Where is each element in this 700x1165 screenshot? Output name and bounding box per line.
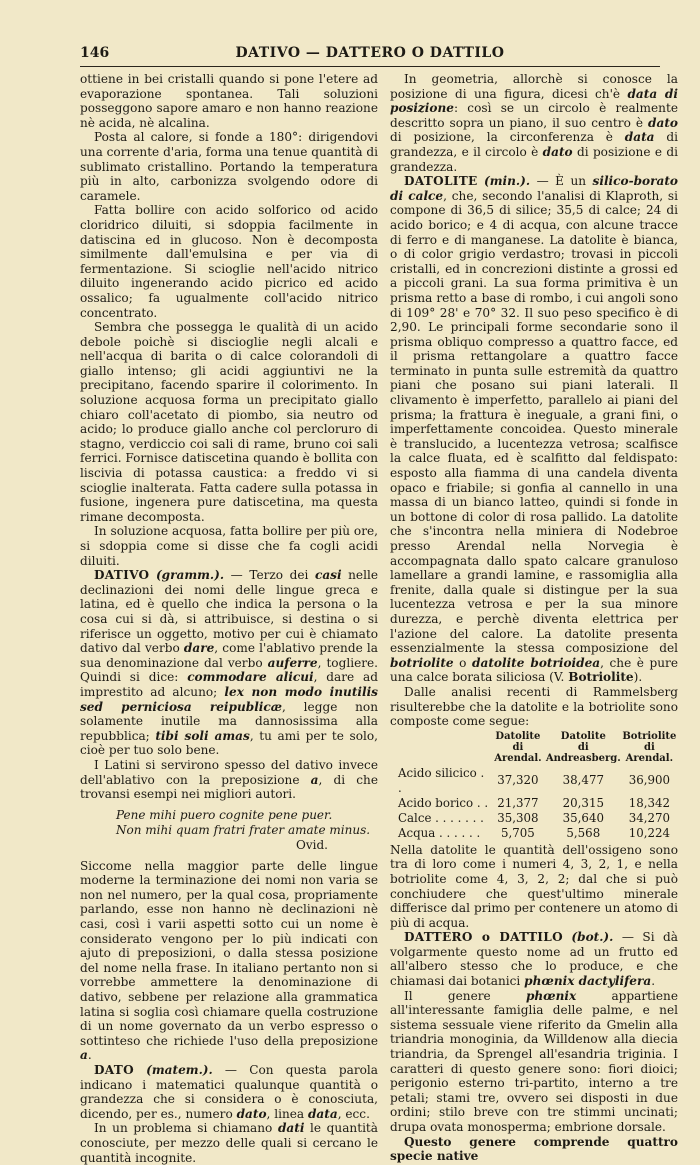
column-header-name: Datolite [495, 730, 541, 742]
emphasis: casi [314, 568, 342, 583]
table-row [398, 796, 678, 811]
paragraph [80, 859, 378, 1063]
paragraph: In soluzione acquosa, fatta bollire per più ore, si sdoppia come si disse che fa cogli acidi diluiti. [80, 524, 378, 568]
text-span: — Con questa parola indicano i matematici qualunque quantità o grandezza che si considera o è conosciuta, dicendo, per es., numero [80, 1063, 378, 1121]
paragraph: Questo genere comprende quattro specie native [390, 1134, 678, 1164]
entry-datolite [390, 174, 678, 685]
latin-quotation [80, 808, 378, 853]
text-span: , ecc. [337, 1106, 370, 1121]
paragraph: Nella datolite le quantità dell'ossigeno sono tra di loro come i numeri 4, 3, 2, 1, e nella botriolite come 4, 3, 2, 2; dal che si può conchiudere che quest'ultimo minerale differisce dal primo per contenere un atomo di più di acqua. [390, 842, 678, 930]
text-span: , togliere. Quindi si dice: [80, 655, 379, 685]
text-span: di grandezza, e il circolo è [390, 130, 678, 159]
text-span: , come l'ablativo prende la sua denominazione dal verbo [80, 641, 378, 670]
table-cell: 10,224 [628, 825, 671, 840]
column-header-name: Botriolite [622, 730, 677, 742]
text-span: , di che trovansi esempi nei migliori autori. [80, 772, 378, 802]
paragraph: Dalle analisi recenti di Rammelsberg risulterebbe che la datolite e la botriolite sono composte come segue: [390, 684, 678, 729]
cross-reference: Botriolite [568, 670, 634, 685]
table-header-row [398, 731, 678, 766]
paragraph [390, 72, 678, 174]
text-span: In geometria, allorchè si conosce la posizione di una figura, dicesi ch'è [390, 72, 678, 101]
emphasis: data di posizione [390, 86, 678, 116]
text-span: I Latini si servirono spesso del dativo invece dell'ablativo con la preposizione [80, 757, 378, 787]
emphasis: botriolite [390, 655, 454, 670]
emphasis: a [310, 772, 319, 787]
paragraph: Fatta bollire con acido solforico od acido cloridrico diluiti, si sdoppia facilmente in datiscina ed in glucoso. Non è decomposta similmente dall'emulsina e per via di fermentazione. Si scioglie nell'acido nitrico diluito ingenerando acido picrico ed acido ossalico; fa ugualmente coll'acido nitrico concentrato. [80, 203, 378, 320]
analysis-table [398, 731, 678, 841]
text-span: : così se un circolo è realmente descritto sopra un piano, il suo centro è [390, 101, 678, 130]
table-cell: 35,308 [497, 810, 539, 825]
table-cell: 5,568 [566, 825, 601, 840]
paragraph [80, 1121, 378, 1165]
entry-dato [80, 1063, 378, 1121]
row-label: Acqua . . . . . . [398, 825, 481, 840]
table-cell: 21,377 [497, 795, 539, 810]
paragraph: Sembra che possegga le qualità di un acido debole poichè si discioglie negli alcali e nell'acqua di barita o di calce colorandoli di giallo intenso; gli acidi aggiuntivi ne la precipitano, facendo sparire il colorimento. In soluzione acquosa forma un precipitato giallo chiaro coll'acetato di piombo, sia neutro od acido; lo produce giallo anche col percloruro di stagno, verdiccio coi sali di rame, bruno coi sali ferrici. Fornisce datiscetina quando è bollita con liscivia di potassa caustica: a freddo vi si scioglie inalterata. Fatta cadere sulla potassa in fusione, ingenera pure datiscetina, ma questa rimane decomposta. [80, 320, 378, 524]
quote-line: Non mihi quam fratri frater amate minus. [116, 822, 371, 837]
table-cell: 35,640 [562, 810, 604, 825]
emphasis: dato [542, 144, 573, 159]
entry-dattero [390, 930, 678, 988]
left-column [80, 72, 378, 1165]
text-span: , che, secondo l'analisi di Klaproth, si compone di 36,5 di silice; 35,5 di calce; 24 di acido borico; e 4 di acqua, con alcune tracce di ferro e di manganese. La datolite è bianca, o di color grigio verdastro; trovasi in piccoli cristalli, ed in concrezioni distinte a grossi ed a piccoli grani. La sua forma primitiva è un prisma retto a base di rombo, i cui angoli sono di 109° 28' e 70° 32. Il suo peso specifico è di 2,90. Le principali forme secondarie sono il prisma obliquo compresso a quattro facce, ed il prisma rettangolare a quattro facce terminato in punta sulle estremità da quattro piani che posano sui piani laterali. Il clivamento è imperfetto, parallelo ai piani del prisma; la frattura è ineguale, a grani fini, o imperfettamente concoidea. Questo minerale è translucido, a lucentezza vetrosa; scalfisce la calce fluata, ed è scalfitto dal feldispato: esposto alla fiamma di una candela diventa opaco e friabile; si gonfia al cannello in una massa di un bianco latteo, quindi si fonde in un bottone di color di rosa pallido. La datolite che s'incontra nella miniera di Nodebroe presso Arendal nella Norvegia è accompagnata dallo spato calcare granuloso lamellare a grandi lamine, e rassomiglia alla frenite, dalla quale si distingue per la sua lucentezza vetrosa e per la sua minore durezza, e perchè diventa elettrica per l'azione del calore. La datolite presenta essenzialmente la stessa composizione del [390, 188, 678, 656]
paragraph [80, 758, 378, 802]
entry-abbreviation: (bot.). [571, 930, 614, 945]
emphasis: datolite botrioidea [472, 655, 601, 670]
row-label: Calce . . . . . . . [398, 810, 484, 825]
text-span: , dare ad imprestito ad alcuno; [80, 670, 378, 699]
emphasis: data [624, 130, 655, 145]
running-title: DATIVO — DATTERO O DATTILO [235, 45, 505, 61]
column-header-place: di Arendal. [494, 741, 542, 764]
text-span: Siccome nella maggior parte delle lingue moderne la terminazione dei nomi non varia se non nel numero, per la qual cosa, propriamente parlando, esse non hanno nè declinazioni nè casi, così i varii aspetti sotto cui un nome è considerato vengono per lo più indicati con ajuto di preposizioni, o dalla stessa posizione del nome nella frase. In italiano pertanto non si vorrebbe ammettere la denominazione di dativo, sebbene per relazione alla grammatica latina si soglia così chiamare quella costruzione di un nome governato da un verbo espresso o sottinteso che richiede l'uso della preposizione [80, 858, 378, 1048]
emphasis: dati [277, 1121, 305, 1136]
paragraph: Posta al calore, si fonde a 180°: dirigendovi una corrente d'aria, forma una tenue quantità di sublimato cristallino. Portando la temperatura più in alto, carbonizza svolgendo odore di caramele. [80, 130, 378, 203]
text-span: — Si dà volgarmente questo nome ad un frutto ed all'albero stesso che lo produce, e che chiamasi dai botanici [390, 930, 678, 989]
text-span: ). [633, 670, 643, 685]
table-cell: 34,270 [628, 810, 671, 825]
quote-author: Ovid. [296, 837, 328, 852]
table-cell: 37,320 [497, 773, 539, 788]
emphasis: dare [183, 641, 215, 656]
table-cell: 20,315 [562, 795, 604, 810]
emphasis: a [80, 1048, 88, 1063]
paragraph [390, 989, 678, 1135]
table-cell: 5,705 [501, 825, 535, 840]
text-span: — Terzo dei [224, 568, 315, 583]
text-span: o [453, 655, 473, 670]
paragraph: ottiene in bei cristalli quando si pone l'etere ad evaporazione spontanea. Tali soluzioni posseggono sapore amaro e non hanno reazione nè acida, nè alcalina. [80, 72, 378, 130]
latin-name: phœnix [525, 988, 577, 1003]
entry-headword: DATTERO o DATTILO [404, 930, 563, 945]
text-span: le quantità conosciute, per mezzo delle quali si cercano le quantità incognite. [80, 1121, 379, 1165]
text-span: . [651, 974, 656, 989]
text-span: , linea [266, 1106, 308, 1121]
text-span: , legge non solamente inutile ma dannosissima alla repubblica; [80, 699, 378, 743]
text-span: — È un [530, 174, 593, 189]
emphasis: data [307, 1106, 338, 1121]
text-span: appartiene all'interessante famiglia delle palme, e nel sistema sessuale viene riferito da Gmelin alla triandria monoginia, da Willdenow alla diecia triandria, da Sprengel all'esandria triginia. I caratteri di questo genere sono: fiori dioici; perigonio esterno tri-partito, interno a tre petali; stami tre, ovvero sei disposti in due ordini; stilo breve con tre stimmi uncinati; drupa ovata monosperma; embrione dorsale. [390, 988, 678, 1134]
text-span: di posizione, la circonferenza è [390, 130, 625, 145]
latin-example: commodare alicui [187, 670, 314, 685]
column-header [621, 731, 678, 766]
text-span: Il genere [404, 988, 526, 1003]
text-span: In un problema si chiamano [94, 1121, 278, 1136]
emphasis: silico-borato di calce [390, 174, 678, 203]
entry-abbreviation: (matem.). [146, 1063, 213, 1077]
entry-dativo [80, 568, 378, 758]
column-header-place: di Andreasberg. [545, 741, 621, 764]
latin-name: phœnix dactylifera [524, 974, 652, 989]
quote-line: Pene mihi puero cognite pene puer. [116, 807, 333, 822]
entry-headword: DATIVO [94, 568, 150, 583]
column-header [490, 731, 546, 766]
text-span: nelle declinazioni dei nomi delle lingue greca e latina, ed è quello che indica la persona o la cosa cui si dà, si attribuisce, si destina o si riferisce un oggetto, motivo per cui è chiamato dativo dal verbo [80, 568, 378, 656]
table-cell: 38,477 [562, 773, 604, 788]
column-header-place: di Arendal. [625, 741, 674, 764]
text-span: . [87, 1048, 92, 1063]
table-row [398, 766, 678, 796]
table-cell: 36,900 [628, 773, 671, 788]
right-column [390, 72, 678, 1164]
emphasis: dato [648, 115, 678, 130]
emphasis: dato [236, 1106, 267, 1121]
row-label: Acido borico . . [398, 795, 489, 810]
emphasis: auferre [267, 655, 318, 670]
entry-headword: DATO [94, 1063, 134, 1077]
text-span: di posizione e di grandezza. [390, 144, 678, 174]
column-header-name: Datolite [560, 730, 606, 742]
latin-example: tibi soli amas [155, 728, 250, 743]
table-cell: 18,342 [628, 795, 671, 810]
entry-headword: DATOLITE [404, 174, 478, 189]
entry-abbreviation: (min.). [484, 174, 531, 189]
text-span: , che è pure una calce borata siliciosa (V. [390, 655, 678, 685]
table-row [398, 811, 678, 826]
table-header-blank [398, 731, 490, 766]
entry-abbreviation: (gramm.). [155, 568, 225, 583]
latin-example: lex non modo inutilis sed perniciosa reipublicæ [80, 684, 378, 714]
page-number: 146 [80, 45, 110, 61]
table-row [398, 826, 678, 841]
column-header [546, 731, 621, 766]
row-label: Acido silicico . . [398, 765, 485, 795]
text-span: , tu ami per te solo, cioè per tuo solo bene. [80, 728, 378, 758]
page-header [80, 42, 660, 67]
